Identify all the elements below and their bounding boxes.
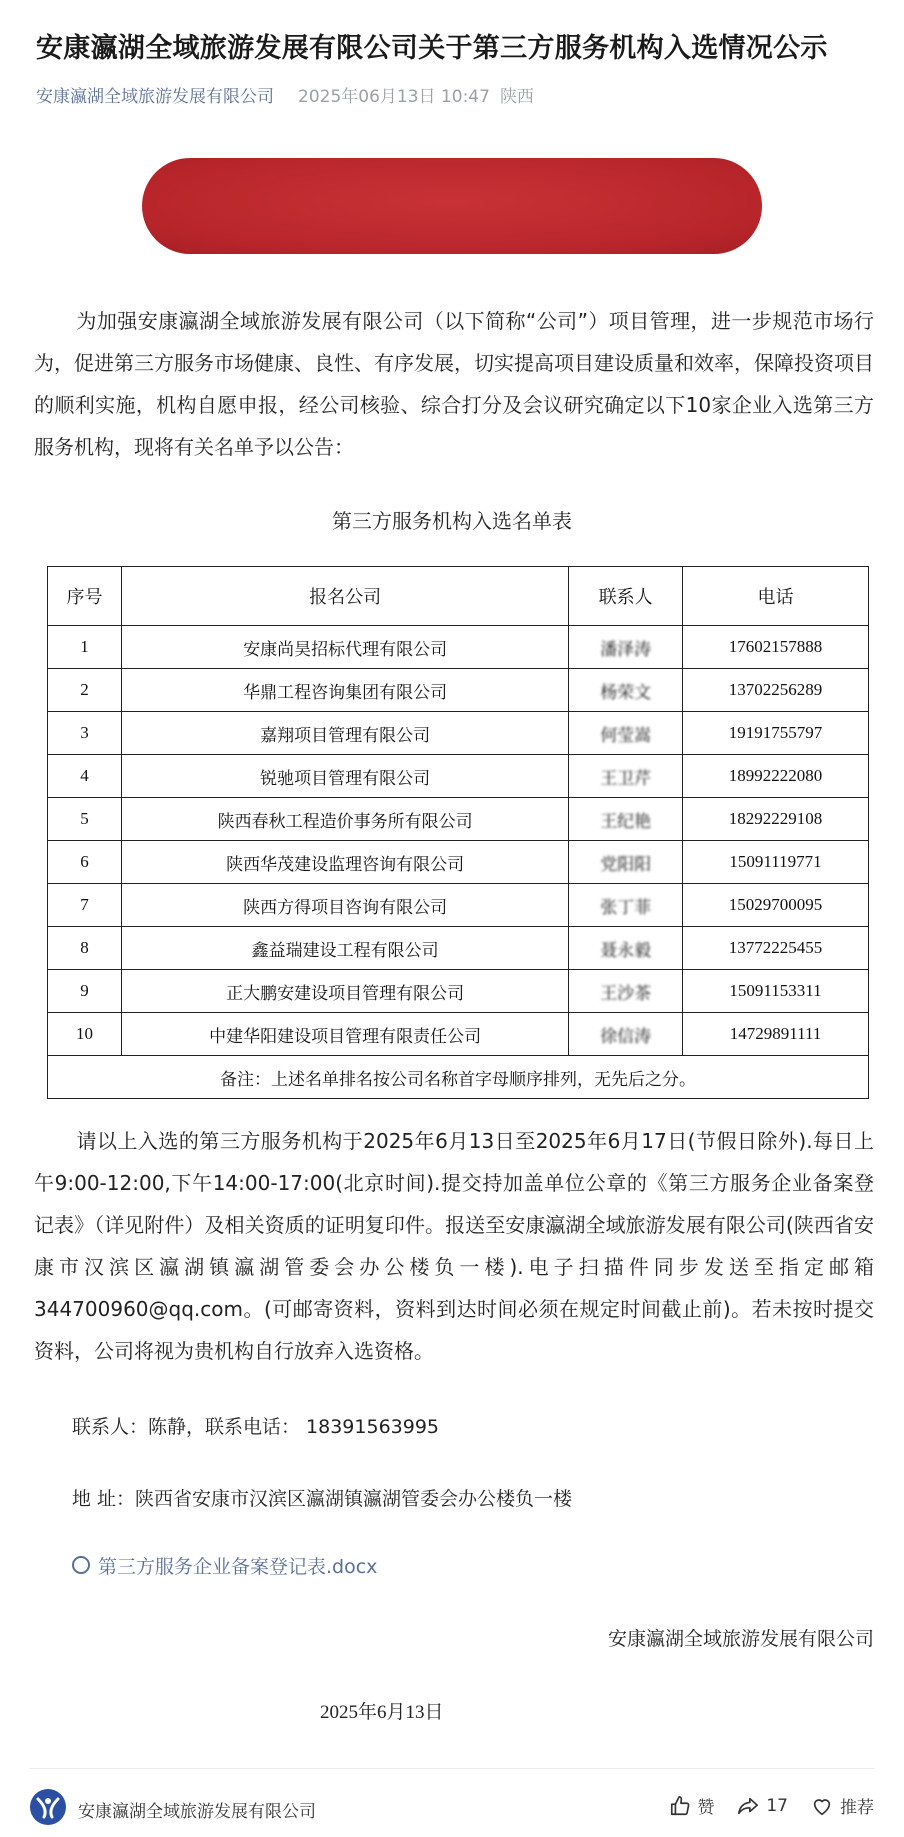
account-logo-icon[interactable] <box>30 1789 66 1825</box>
row-no: 2 <box>48 669 122 712</box>
row-contact: 杨荣文 <box>569 669 683 712</box>
row-company: 陕西方得项目咨询有限公司 <box>121 884 568 927</box>
row-phone: 15091119771 <box>683 841 869 884</box>
row-phone: 15029700095 <box>683 884 869 927</box>
row-no: 8 <box>48 927 122 970</box>
row-no: 7 <box>48 884 122 927</box>
header-phone: 电话 <box>683 567 869 626</box>
row-contact: 聂永毅 <box>569 927 683 970</box>
row-company: 锐驰项目管理有限公司 <box>121 755 568 798</box>
row-company: 鑫益瑞建设工程有限公司 <box>121 927 568 970</box>
row-no: 9 <box>48 970 122 1013</box>
row-contact: 王沙茶 <box>569 970 683 1013</box>
table-row <box>48 970 869 1013</box>
footer-divider <box>30 1768 874 1769</box>
like-button[interactable] <box>669 1793 714 1818</box>
row-contact: 徐信涛 <box>569 1013 683 1056</box>
address-line: 地 址：陕西省安康市汉滨区瀛湖镇瀛湖管委会办公楼负一楼 <box>72 1488 573 1510</box>
attachment-icon <box>72 1556 90 1574</box>
row-no: 6 <box>48 841 122 884</box>
heart-icon <box>810 1795 834 1817</box>
intro-paragraph <box>34 300 874 468</box>
table-row <box>48 841 869 884</box>
row-phone: 13772225455 <box>683 927 869 970</box>
contact-line: 联系人：陈静，联系电话： 18391563995 <box>72 1416 440 1438</box>
like-label: 赞 <box>697 1798 715 1818</box>
row-no: 1 <box>48 626 122 669</box>
row-contact: 王纪艳 <box>569 798 683 841</box>
table-note: 备注：上述名单排名按公司名称首字母顺序排列，无先后之分。 <box>48 1056 869 1099</box>
header-no: 序号 <box>48 567 122 626</box>
redacted-banner-image <box>142 158 762 254</box>
table-row <box>48 798 869 841</box>
table-row <box>48 1013 869 1056</box>
row-contact: 何莹嵩 <box>569 712 683 755</box>
row-company: 华鼎工程咨询集团有限公司 <box>121 669 568 712</box>
row-no: 4 <box>48 755 122 798</box>
footer-bar <box>30 1785 874 1829</box>
sign-date: 2025年6月13日 <box>320 1702 444 1723</box>
row-company: 陕西春秋工程造价事务所有限公司 <box>121 798 568 841</box>
publish-datetime: 2025年06月13日 10:47 <box>298 87 490 107</box>
row-phone: 18292229108 <box>683 798 869 841</box>
selection-table <box>47 566 869 1099</box>
recommend-button[interactable] <box>810 1793 874 1818</box>
footer-account-name[interactable]: 安康瀛湖全域旅游发展有限公司 <box>78 1802 316 1822</box>
row-company: 中建华阳建设项目管理有限责任公司 <box>121 1013 568 1056</box>
row-company: 安康尚昊招标代理有限公司 <box>121 626 568 669</box>
row-no: 10 <box>48 1013 122 1056</box>
header-contact: 联系人 <box>569 567 683 626</box>
attachment-link[interactable] <box>72 1552 377 1579</box>
table-row <box>48 884 869 927</box>
row-no: 3 <box>48 712 122 755</box>
instructions-text: 请以上入选的第三方服务机构于2025年6月13日至2025年6月17日(节假日除外).每日上午9:00-12:00,下午14:00-17:00(北京时间).提交持加盖单位公章的《第三方服务企业备案登记表》（详见附件）及相关资质的证明复印件。报送至安康瀛湖全域旅游发展有限公司(陕西省安康市汉滨区瀛湖镇瀛湖管委会办公楼负一楼).电子扫描件同步发送至指定邮箱344700960@qq.com。(可邮寄资料，资料到达时间必须在规定时间截止前)。若未按时提交资料，公司将视为贵机构自行放弃入选资格。 <box>34 1129 874 1363</box>
row-no: 5 <box>48 798 122 841</box>
row-company: 陕西华茂建设监理咨询有限公司 <box>121 841 568 884</box>
table-header-row <box>48 567 869 626</box>
footer-actions <box>669 1793 874 1818</box>
row-contact: 张丁菲 <box>569 884 683 927</box>
recommend-label: 推荐 <box>840 1798 874 1818</box>
row-contact: 王卫芹 <box>569 755 683 798</box>
share-icon <box>736 1795 760 1817</box>
table-row <box>48 755 869 798</box>
article-meta <box>36 82 534 107</box>
share-count: 17 <box>766 1795 788 1816</box>
publish-region: 陕西 <box>499 87 534 107</box>
article-title: 安康瀛湖全域旅游发展有限公司关于第三方服务机构入选情况公示 <box>36 33 828 64</box>
table-note-row <box>48 1056 869 1099</box>
row-company: 嘉翔项目管理有限公司 <box>121 712 568 755</box>
thumbs-up-icon <box>669 1795 691 1817</box>
row-phone: 14729891111 <box>683 1013 869 1056</box>
row-phone: 13702256289 <box>683 669 869 712</box>
source-link[interactable]: 安康瀛湖全域旅游发展有限公司 <box>36 87 274 107</box>
table-row <box>48 669 869 712</box>
signature: 安康瀛湖全域旅游发展有限公司 <box>607 1628 874 1650</box>
row-contact: 潘泽涛 <box>569 626 683 669</box>
table-title: 第三方服务机构入选名单表 <box>332 509 572 533</box>
row-phone: 15091153311 <box>683 970 869 1013</box>
row-company: 正大鹏安建设项目管理有限公司 <box>121 970 568 1013</box>
instructions-paragraph <box>34 1120 874 1372</box>
row-phone: 18992222080 <box>683 755 869 798</box>
attachment-name: 第三方服务企业备案登记表.docx <box>98 1556 378 1578</box>
row-phone: 19191755797 <box>683 712 869 755</box>
header-company: 报名公司 <box>121 567 568 626</box>
share-button[interactable] <box>736 1795 788 1817</box>
table-row <box>48 626 869 669</box>
table-row <box>48 927 869 970</box>
intro-text: 为加强安康瀛湖全域旅游发展有限公司（以下简称“公司”）项目管理，进一步规范市场行为，促进第三方服务市场健康、良性、有序发展，切实提高项目建设质量和效率，保障投资项目的顺利实施，机构自愿申报，经公司核验、综合打分及会议研究确定以下10家企业入选第三方服务机构，现将有关名单予以公告： <box>34 309 874 459</box>
table-row <box>48 712 869 755</box>
row-contact: 党阳阳 <box>569 841 683 884</box>
row-phone: 17602157888 <box>683 626 869 669</box>
